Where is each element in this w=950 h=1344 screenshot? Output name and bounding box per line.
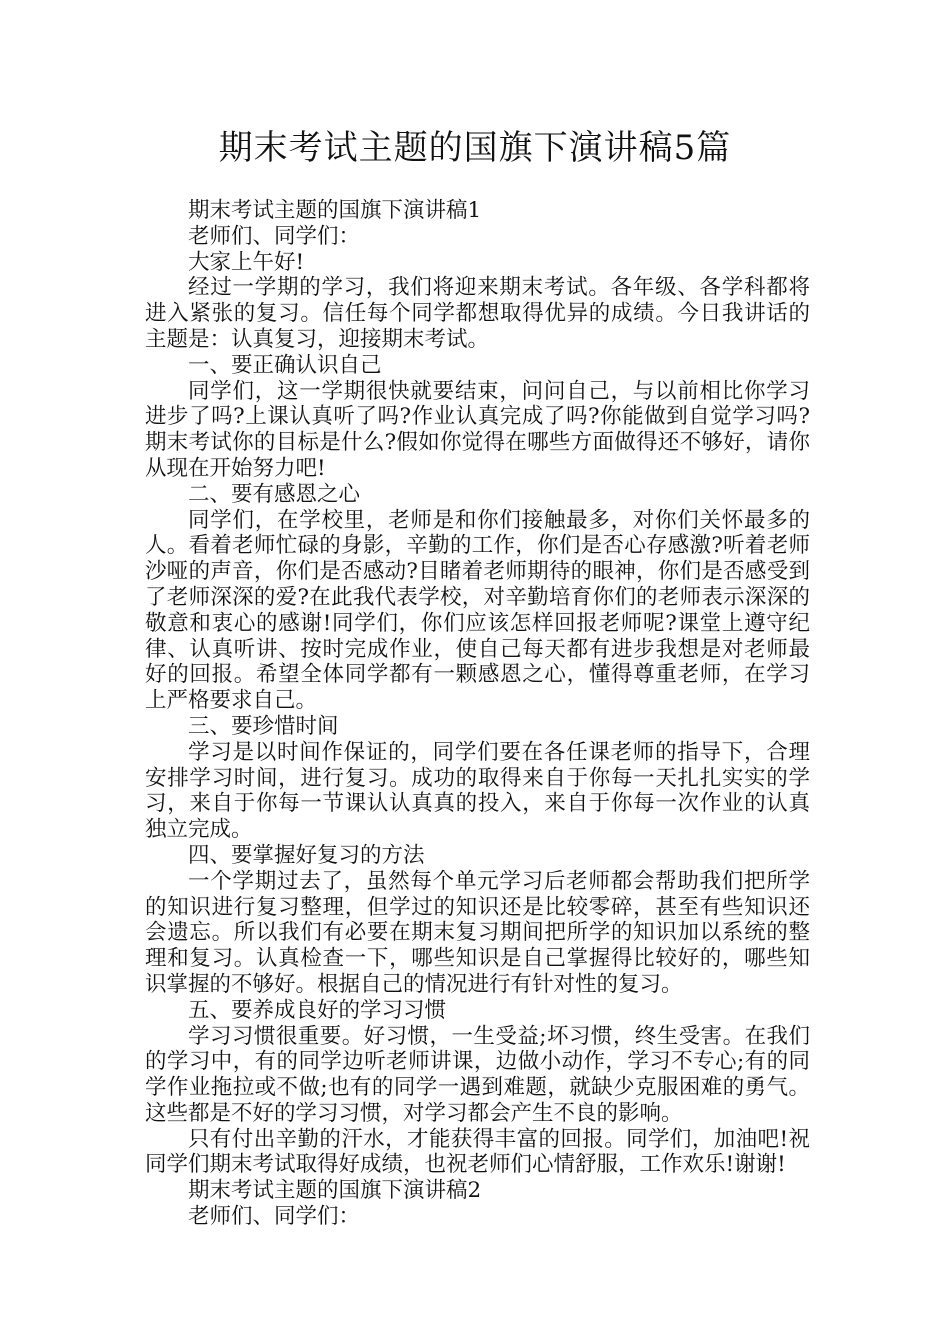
body-paragraph: 学习是以时间作保证的，同学们要在各任课老师的指导下，合理安排学习时间，进行复习。成功的取得来自于你每一天扎扎实实的学习，来自于你每一节课认认真真的投入，来自于你每一次作业的认真独立完成。 bbox=[145, 739, 810, 843]
section-heading: 二、要有感恩之心 bbox=[188, 481, 361, 507]
section-heading: 三、要珍惜时间 bbox=[188, 713, 339, 739]
body-paragraph: 经过一学期的学习，我们将迎来期末考试。各年级、各学科都将进入紧张的复习。信任每个同学都想取得优异的成绩。今日我讲话的主题是：认真复习，迎接期末考试。 bbox=[145, 275, 810, 352]
body-paragraph: 同学们，在学校里，老师是和你们接触最多，对你们关怀最多的人。看着老师忙碌的身影，辛勤的工作，你们是否心存感激?听着老师沙哑的声音，你们是否感动?目睹着老师期待的眼神，你们是否感受到了老师深深的爱?在此我代表学校，对辛勤培育你们的老师表示深深的敬意和衷心的感谢!同学们，你们应该怎样回报老师呢?课堂上遵守纪律、认真听讲、按时完成作业，使自己每天都有进步我想是对老师最好的回报。希望全体同学都有一颗感恩之心，懂得尊重老师，在学习上严格要求自己。 bbox=[145, 507, 810, 714]
section-heading: 一、要正确认识自己 bbox=[188, 352, 382, 378]
body-paragraph: 学习习惯很重要。好习惯，一生受益;坏习惯，终生受害。在我们的学习中，有的同学边听老师讲课，边做小动作，学习不专心;有的同学作业拖拉或不做;也有的同学一遇到难题，就缺少克服困难的勇气。这些都是不好的学习习惯，对学习都会产生不良的影响。 bbox=[145, 1023, 810, 1126]
salutation: 老师们、同学们： bbox=[188, 1204, 361, 1230]
section-heading: 四、要掌握好复习的方法 bbox=[188, 842, 425, 868]
greeting: 大家上午好! bbox=[188, 249, 305, 275]
document-body bbox=[145, 198, 810, 1230]
section-heading: 五、要养成良好的学习习惯 bbox=[188, 997, 447, 1023]
salutation: 老师们、同学们： bbox=[188, 223, 361, 249]
body-paragraph: 一个学期过去了，虽然每个单元学习后老师都会帮助我们把所学的知识进行复习整理，但学过的知识还是比较零碎，甚至有些知识还会遗忘。所以我们有必要在期末复习期间把所学的知识加以系统的整理和复习。认真检查一下，哪些知识是自己掌握得比较好的，哪些知识掌握的不够好。根据自己的情况进行有针对性的复习。 bbox=[145, 868, 810, 997]
body-paragraph: 只有付出辛勤的汗水，才能获得丰富的回报。同学们，加油吧!祝同学们期末考试取得好成绩，也祝老师们心情舒服，工作欢乐!谢谢! bbox=[145, 1126, 810, 1178]
speech-heading: 期末考试主题的国旗下演讲稿1 bbox=[188, 198, 482, 223]
speech-heading: 期末考试主题的国旗下演讲稿2 bbox=[188, 1178, 482, 1204]
body-paragraph: 同学们，这一学期很快就要结束，问问自己，与以前相比你学习进步了吗?上课认真听了吗?作业认真完成了吗?你能做到自觉学习吗?期末考试你的目标是什么?假如你觉得在哪些方面做得还不够好，请你从现在开始努力吧! bbox=[145, 378, 810, 481]
document-title: 期末考试主题的国旗下演讲稿5篇 bbox=[218, 128, 732, 168]
